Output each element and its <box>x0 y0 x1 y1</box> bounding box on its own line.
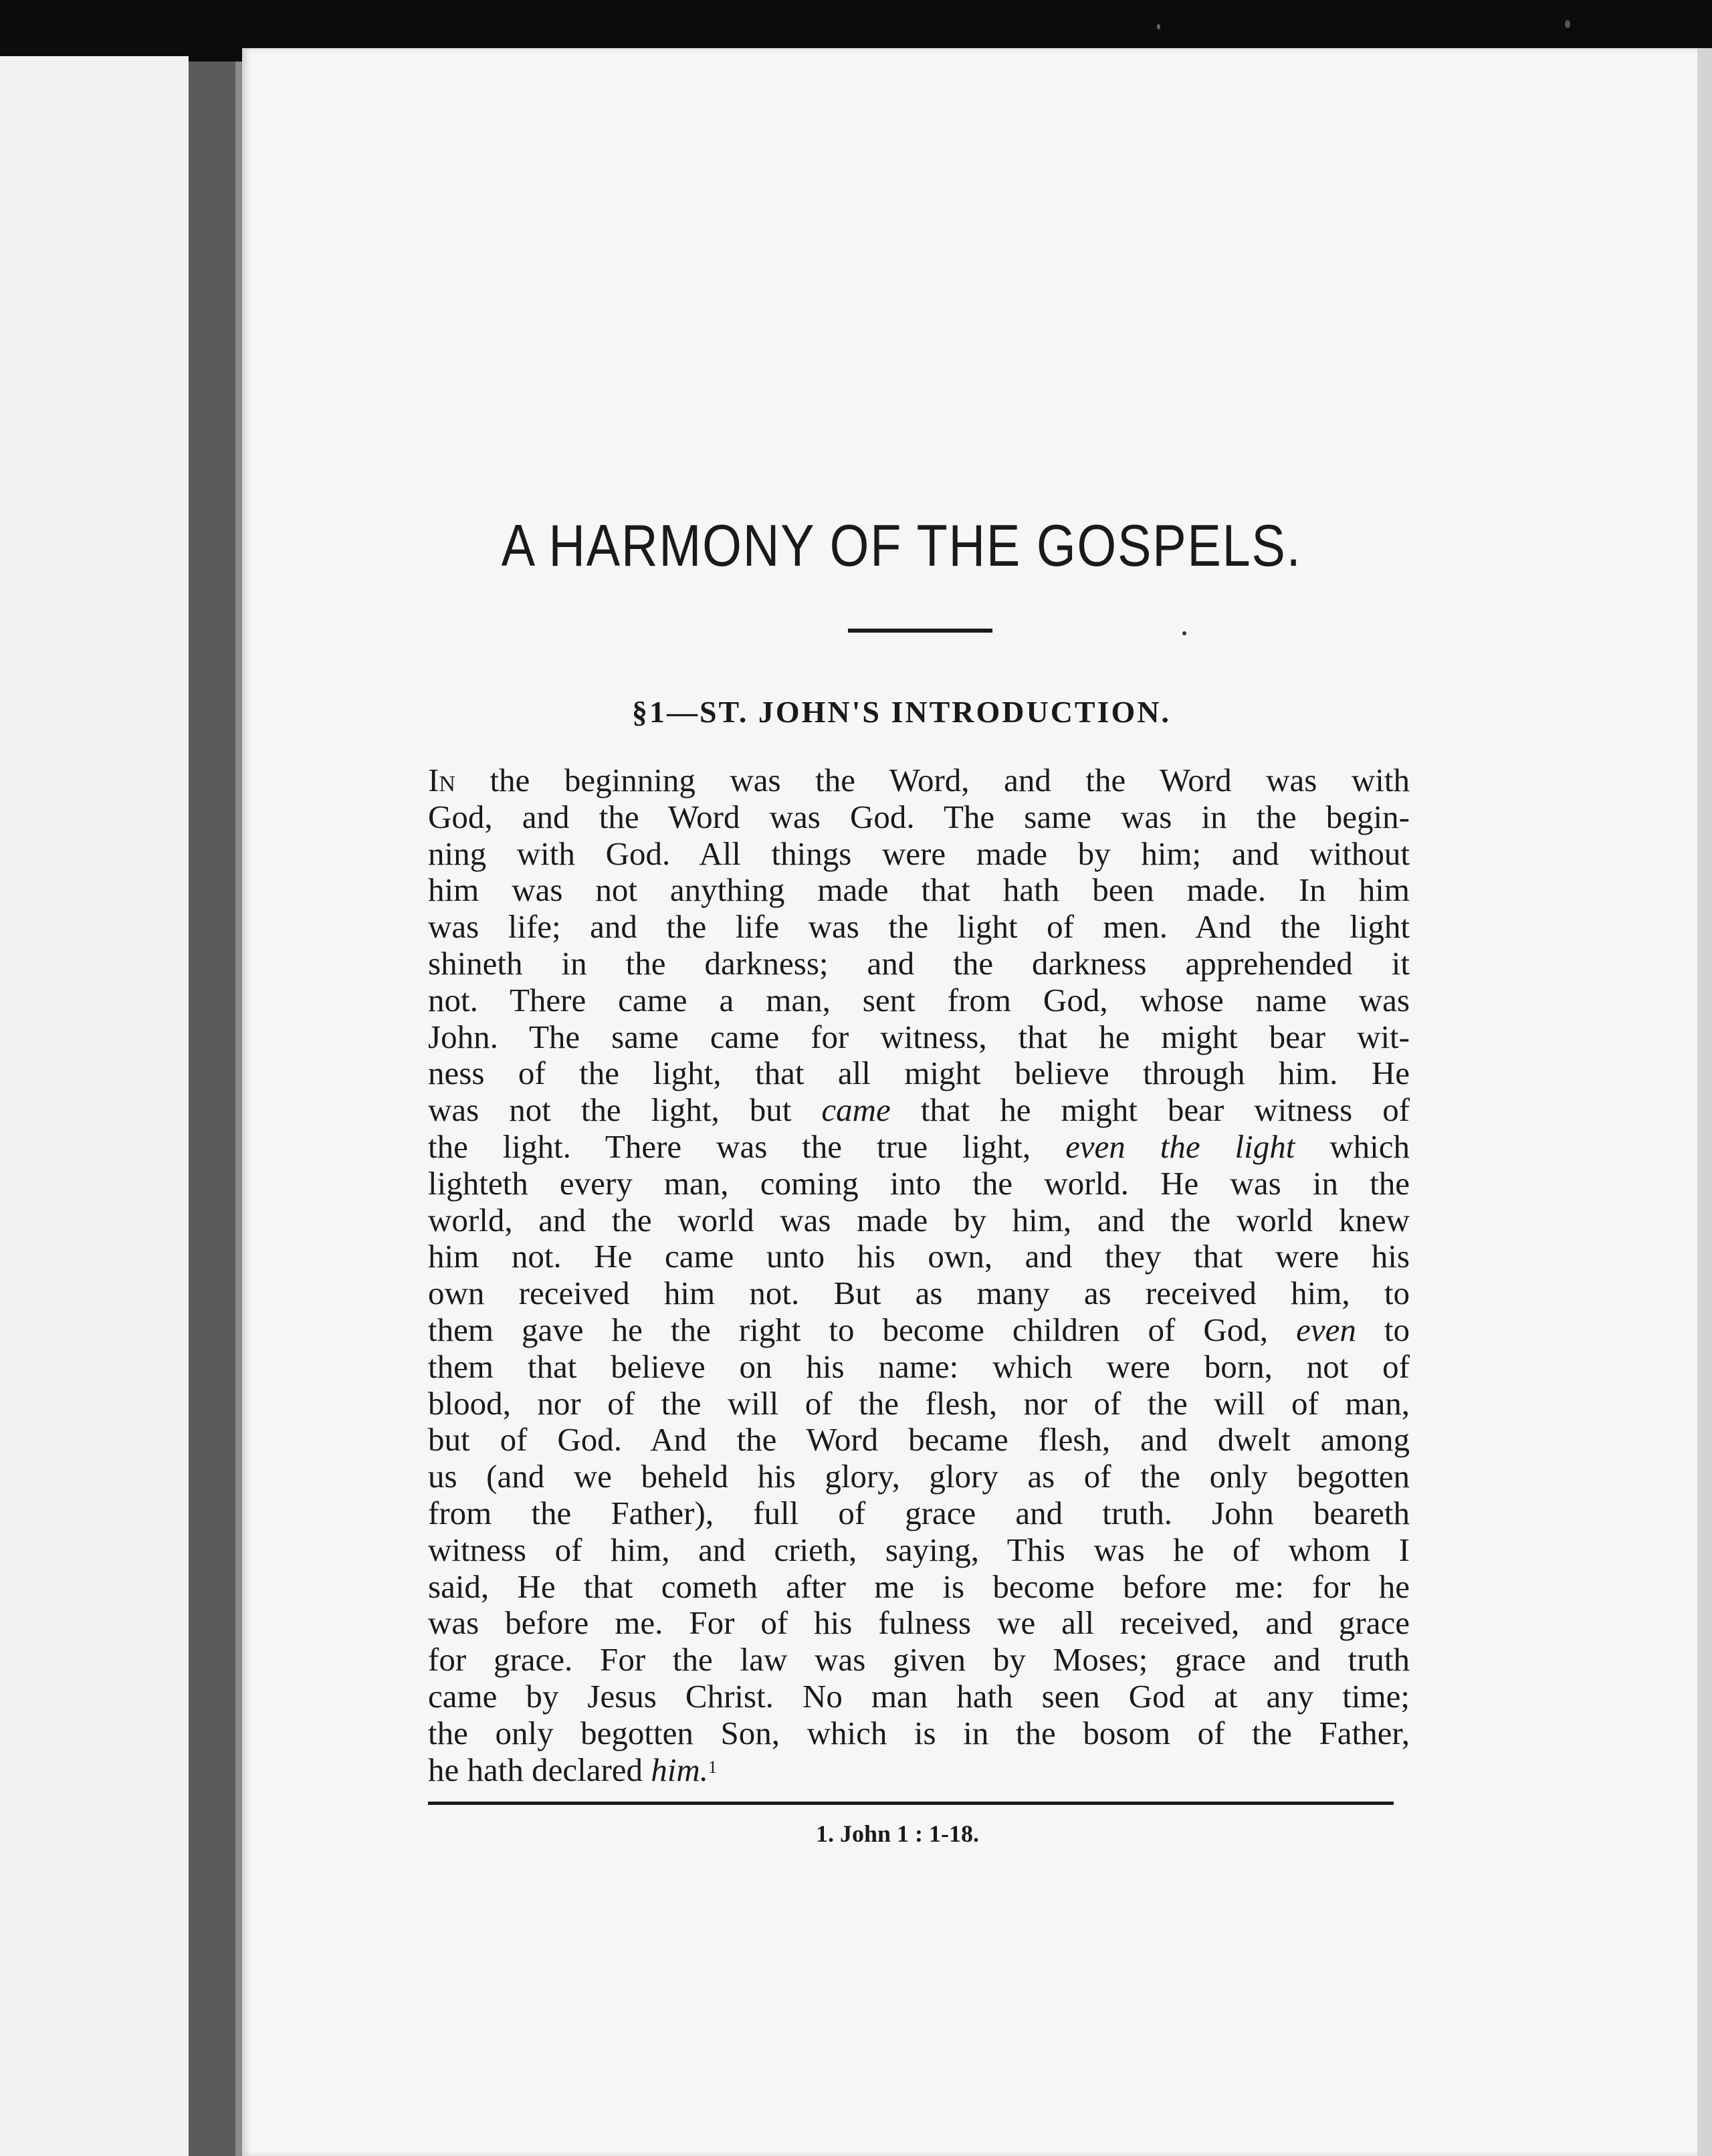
text-line: was not the light, but came that he might bear witness of <box>428 1091 1410 1129</box>
text-line: was life; and the life was the light of men. And the light <box>428 908 1410 946</box>
text-line: shineth in the darkness; and the darkness apprehended it <box>428 944 1410 982</box>
page-title: A HARMONY OF THE GOSPELS. <box>501 512 1302 578</box>
text-line: said, He that cometh after me is become before me: for he <box>428 1568 1410 1605</box>
text-line: ness of the light, that all might believe through him. He <box>428 1055 1410 1092</box>
text-line: was before me. For of his fulness we all received, and grace <box>428 1604 1410 1642</box>
text-line: but of God. And the Word became flesh, and dwelt among <box>428 1421 1410 1459</box>
text-line: he hath declared him.$^1$ <box>428 1751 718 1788</box>
text-line: came by Jesus Christ. No man hath seen God at any time; <box>428 1677 1410 1715</box>
text-line: witness of him, and crieth, saying, This was he of whom I <box>428 1531 1410 1568</box>
text-line: John. The same came for witness, that he might bear wit- <box>428 1018 1410 1055</box>
text-line: lighteth every man, coming into the world. He was in the <box>428 1164 1410 1202</box>
footnote: 1. John 1 : 1-18. <box>816 1820 980 1847</box>
text-line: us (and we beheld his glory, glory as of the only begotten <box>428 1458 1410 1495</box>
italic-phrase: even the light <box>1065 1127 1295 1165</box>
italic-word: came <box>821 1091 891 1129</box>
text-line: from the Father), full of grace and truth. John beareth <box>428 1494 1410 1531</box>
scan-speck <box>1157 24 1160 29</box>
text-line: In the beginning was the Word, and the Word was with <box>428 762 1410 798</box>
text-line: own received him not. But as many as received him, to <box>428 1275 1410 1312</box>
text-line: the only begotten Son, which is in the bosom of the Father, <box>428 1714 1410 1751</box>
text-line: them that believe on his name: which were born, not of <box>428 1348 1410 1385</box>
text-line: them gave he the right to become children of God, even to <box>428 1311 1410 1348</box>
scan-speck <box>1565 20 1570 28</box>
title-divider <box>848 629 992 633</box>
text-line: not. There came a man, sent from God, whose name was <box>428 981 1410 1018</box>
text-line: world, and the world was made by him, and the world knew <box>428 1201 1410 1238</box>
right-page-edge <box>1697 48 1712 2156</box>
body-paragraph <box>428 762 1410 1788</box>
drop-word: In <box>428 762 455 798</box>
text-line: him not. He came unto his own, and they that were his <box>428 1238 1410 1275</box>
footnote-marker: 1 <box>708 1757 718 1777</box>
text-line: ning with God. All things were made by him; and without <box>428 835 1410 872</box>
book-gutter <box>189 62 242 2156</box>
section-heading: §1—ST. JOHN'S INTRODUCTION. <box>631 695 1172 729</box>
text-line: God, and the Word was God. The same was in the begin- <box>428 798 1410 835</box>
text-line: for grace. For the law was given by Moses; grace and truth <box>428 1641 1410 1679</box>
scan-speck <box>1182 631 1186 635</box>
text-line: him was not anything made that hath been made. In him <box>428 871 1410 909</box>
footnote-divider <box>428 1802 1394 1805</box>
text-line: the light. There was the true light, even the light which <box>428 1127 1410 1165</box>
italic-word: him. <box>651 1751 709 1788</box>
text-line: blood, nor of the will of the flesh, nor of the will of man, <box>428 1384 1410 1422</box>
italic-word: even <box>1296 1311 1356 1348</box>
left-page-edge <box>0 56 189 2156</box>
